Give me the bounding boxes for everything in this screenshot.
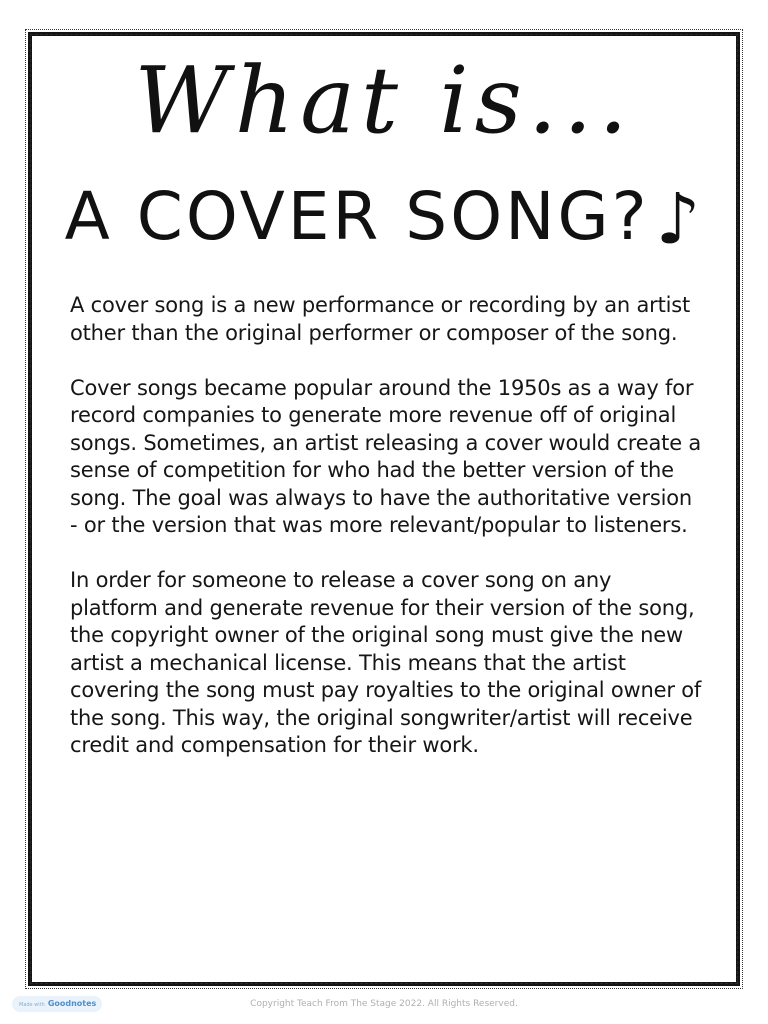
title-cover-song-text: A COVER SONG? — [64, 178, 650, 255]
paragraph-history: Cover songs became popular around the 1950s as a way for record companies to generate more revenue off of original songs. Sometimes, an artist releasing a cover would create a sense of competition for who had the better version of the song. The goal was always to have the authoritative version - or the version that was more relevant/popular to listeners. — [70, 375, 702, 537]
worksheet-frame — [28, 32, 740, 986]
body-text — [70, 292, 702, 787]
title-cover-song — [32, 174, 736, 262]
badge-made-with: Made with — [19, 1002, 45, 1008]
copyright-footer: Copyright Teach From The Stage 2022. All Rights Reserved. — [250, 999, 518, 1009]
paragraph-licensing: In order for someone to release a cover song on any platform and generate revenue for their version of the song, the copyright owner of the original song must give the new artist a mechanical license. This means that the artist covering the song must pay royalties to the original owner of the song. This way, the original songwriter/artist will receive credit and compensation for their work. — [70, 568, 702, 757]
music-note-icon: ♪ — [655, 178, 704, 260]
badge-brand: Goodnotes — [47, 999, 97, 1008]
title-what-is: What is... — [134, 47, 634, 154]
paragraph-definition: A cover song is a new performance or recording by an artist other than the original performer or composer of the song. — [70, 293, 691, 345]
